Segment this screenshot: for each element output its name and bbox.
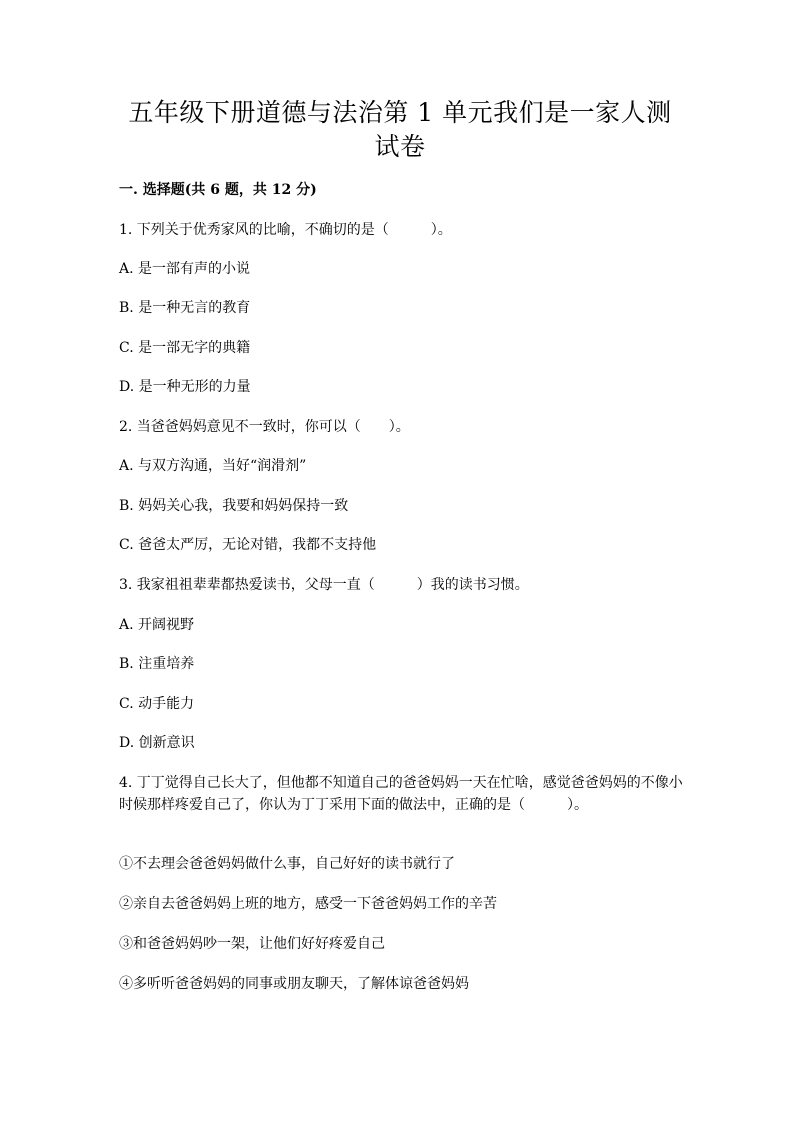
question-stem-1: 1. 下列关于优秀家风的比喻，不确切的是（ ）。 [119,222,452,238]
option-1-a: A. 是一部有声的小说 [119,261,251,277]
option-3-c: C. 动手能力 [119,696,195,712]
option-4-2: ②亲自去爸爸妈妈上班的地方，感受一下爸爸妈妈工作的辛苦 [119,896,497,912]
option-1-b: B. 是一种无言的教育 [119,300,251,316]
option-2-a: A. 与双方沟通，当好“润滑剂” [119,458,307,474]
option-1-d: D. 是一种无形的力量 [119,379,251,395]
option-3-b: B. 注重培养 [119,656,195,672]
question-stem-2: 2. 当爸爸妈妈意见不一致时，你可以（ ）。 [119,419,410,435]
question-stem-3: 3. 我家祖祖辈辈都热爱读书，父母一直（ ）我的读书习惯。 [119,577,529,593]
option-4-3: ③和爸爸妈妈吵一架，让他们好好疼爱自己 [119,936,385,952]
option-3-a: A. 开阔视野 [119,617,195,633]
option-2-c: C. 爸爸太严厉，无论对错，我都不支持他 [119,537,377,553]
option-4-1: ①不去理会爸爸妈妈做什么事，自己好好的读书就行了 [119,856,455,872]
option-3-d: D. 创新意识 [119,735,195,751]
page-title: 五年级下册道德与法治第 1 单元我们是一家人测试卷 [128,98,672,161]
option-1-c: C. 是一部无字的典籍 [119,340,251,356]
option-2-b: B. 妈妈关心我，我要和妈妈保持一致 [119,498,349,514]
section-heading: 一. 选择题(共 6 题，共 12 分) [119,182,317,198]
option-4-4: ④多听听爸爸妈妈的同事或朋友聊天，了解体谅爸爸妈妈 [119,976,469,992]
question-stem-4: 4. 丁丁觉得自己长大了，但他都不知道自己的爸爸妈妈一天在忙啥，感觉爸爸妈妈的不像小时候那样疼爱自己了，你认为丁丁采用下面的做法中，正确的是（ ）。 [119,775,683,813]
